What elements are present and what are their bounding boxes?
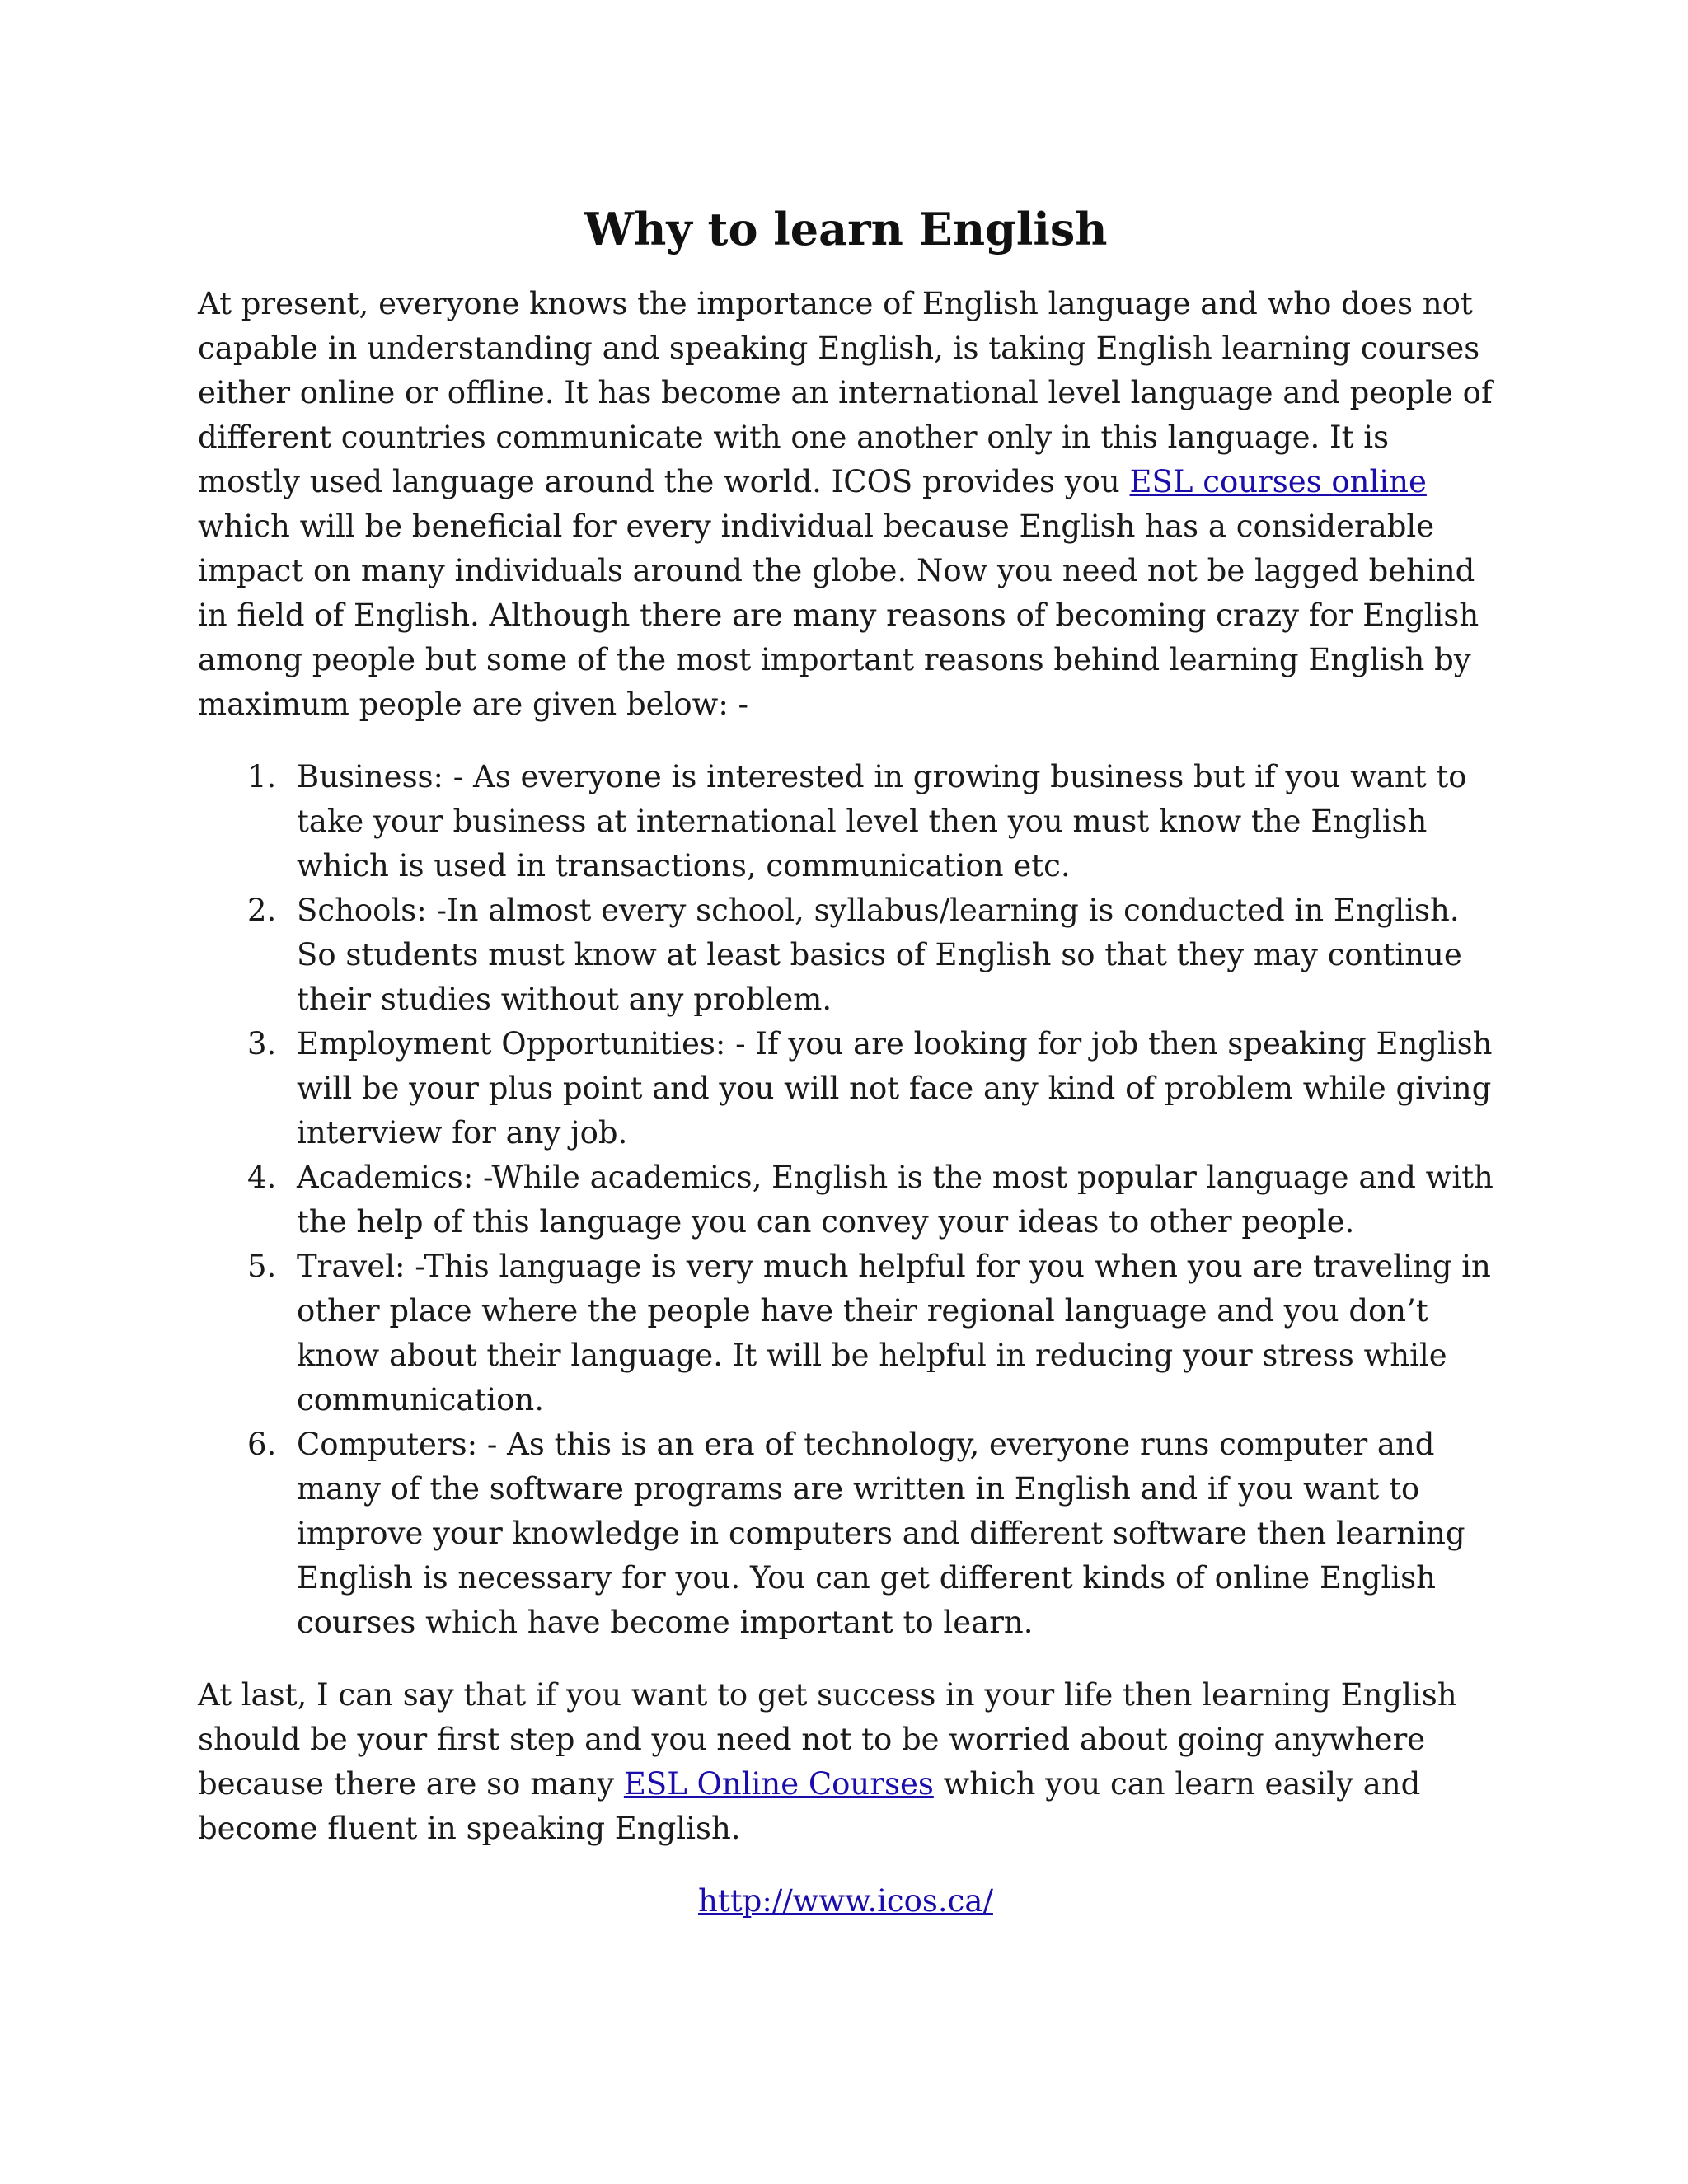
list-item-text: Travel: -This language is very much helpful for you when you are traveling in other place where the people have their regional language and you don’t know about their language. It will be helpful in reducing your stress while communication. <box>297 1249 1491 1418</box>
website-url-link[interactable]: http://www.icos.ca/ <box>698 1883 993 1919</box>
intro-paragraph <box>198 282 1493 727</box>
list-item <box>198 1022 1493 1155</box>
list-item-text: Business: - As everyone is interested in growing business but if you want to take your business at international level then you must know the English which is used in transactions, communication etc. <box>297 759 1467 883</box>
list-item <box>198 888 1493 1022</box>
intro-text-start: At present, everyone knows the importance of English language and who does not capable in understanding and speaking English, is taking English learning courses either online or offline. It has become an international level language and people of different countries communicate with one another only in this language. It is mostly used language around the world. ICOS provides you <box>198 286 1493 499</box>
esl-courses-online-link[interactable]: ESL courses online <box>1129 464 1427 499</box>
list-item <box>198 1422 1493 1645</box>
list-item <box>198 755 1493 888</box>
list-item-text: Academics: -While academics, English is the most popular language and with the help of this language you can convey your ideas to other people. <box>297 1160 1493 1240</box>
list-item-number: 1. <box>247 759 277 794</box>
list-item-text: Employment Opportunities: - If you are looking for job then speaking English will be your plus point and you will not face any kind of problem while giving interview for any job. <box>297 1026 1493 1151</box>
closing-text-end: which you can learn easily and become fluent in speaking English. <box>198 1766 1421 1846</box>
closing-paragraph <box>198 1673 1493 1851</box>
document-page <box>198 196 1493 1924</box>
list-item-number: 6. <box>247 1427 277 1462</box>
list-item <box>198 1155 1493 1244</box>
reasons-list <box>198 755 1493 1645</box>
page-title: Why to learn English <box>584 203 1108 255</box>
list-item-text: Computers: - As this is an era of technology, everyone runs computer and many of the software programs are written in English and if you want to improve your knowledge in computers and different software then learning English is necessary for you. You can get different kinds of online English courses which have become important to learn. <box>297 1427 1465 1640</box>
esl-online-courses-link[interactable]: ESL Online Courses <box>623 1766 934 1802</box>
list-item-number: 4. <box>247 1160 277 1195</box>
list-item-number: 3. <box>247 1026 277 1062</box>
list-item-number: 2. <box>247 893 277 928</box>
footer <box>198 1879 1493 1924</box>
closing-text-start: At last, I can say that if you want to get success in your life then learning English should be your first step and you need not to be worried about going anywhere because there are so many <box>198 1677 1457 1802</box>
list-item <box>198 1244 1493 1422</box>
list-item-number: 5. <box>247 1249 277 1284</box>
intro-text-end: which will be beneficial for every individual because English has a considerable impact on many individuals around the globe. Now you need not be lagged behind in field of English. Although there are many reasons of becoming crazy for English among people but some of the most important reasons behind learning English by maximum people are given below: - <box>198 509 1479 722</box>
list-item-text: Schools: -In almost every school, syllabus/learning is conducted in English. So students must know at least basics of English so that they may continue their studies without any problem. <box>297 893 1462 1017</box>
